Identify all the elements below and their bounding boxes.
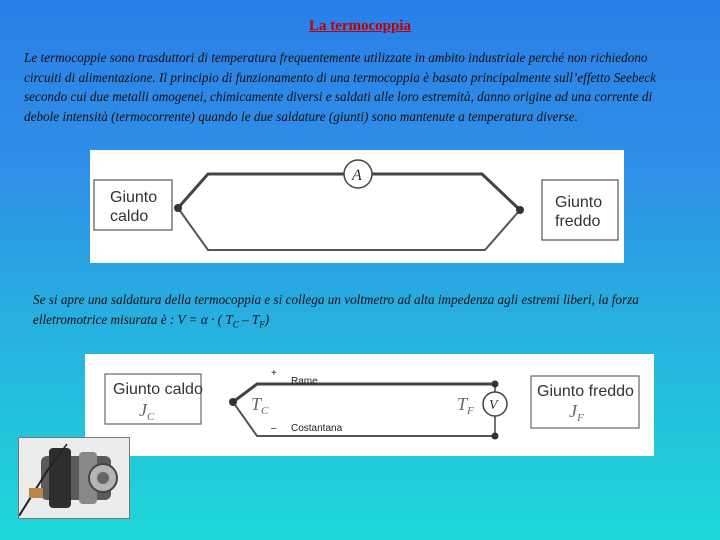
tf-symbol: $T_F$ <box>457 394 474 417</box>
hot-junction-label: Giunto caldo <box>113 381 203 398</box>
voltmeter-paragraph <box>33 290 693 335</box>
ammeter-symbol: A <box>352 167 362 184</box>
wire-top-right <box>372 174 520 210</box>
terminal-bottom <box>492 433 499 440</box>
cold-junction-symbol: $J_F$ <box>569 401 584 424</box>
para2-sub-f: F <box>259 319 265 330</box>
terminal-top <box>492 381 499 388</box>
wire-top-label: Rame <box>291 376 318 387</box>
para2-end: ) <box>264 311 270 327</box>
wire-bottom <box>178 208 520 250</box>
hot-junction-symbol: $J_C$ <box>139 400 155 423</box>
hot-junction-dot <box>229 398 237 406</box>
wire-bottom-label: Costantana <box>291 423 343 434</box>
intro-paragraph: Le termocoppie sono trasduttori di temperatura frequentemente utilizzate in ambito industriale perché non richiedono circuiti di alimentazione. Il principio di funzionamento di una termocoppia è basato principalmente sull’effetto Seebeck secondo cui due metalli omogenei, chimicamente diversi e saldati alle loro estremità, danno origine ad una corrente di debole intensità (termocorrente) quando le due saldature (giunti) sono mantenute a temperatura diverse. <box>24 50 657 124</box>
voltmeter-symbol: V <box>489 398 498 413</box>
thermocouple-photo <box>18 437 130 519</box>
wire-top-left <box>178 174 344 208</box>
para2-text: Se si apre una saldatura della termocoppia e si collega un voltmetro ad alta impedenza agli estremi liberi, la forza elletromotrice misurata è : V = α · ( T <box>33 292 639 327</box>
cold-junction-dot <box>516 206 524 214</box>
para2-sub-c: C <box>232 319 239 330</box>
tc-symbol: $T_C$ <box>251 394 269 417</box>
wire-rame <box>233 384 495 402</box>
plus-sign: + <box>271 368 277 379</box>
hot-junction-label-1: Giunto <box>110 189 158 206</box>
cold-junction-label-2: freddo <box>555 213 601 230</box>
cold-junction-label-1: Giunto <box>555 194 603 211</box>
thermocouple-closed-circuit-diagram <box>90 150 624 263</box>
para2-minus: – T <box>238 311 260 327</box>
minus-sign: – <box>271 423 277 434</box>
thermocouple-open-circuit-diagram <box>85 354 654 456</box>
hot-junction-label-2: caldo <box>110 208 149 225</box>
page-title: La termocoppia <box>308 18 412 34</box>
cold-junction-label: Giunto freddo <box>537 383 634 400</box>
hot-junction-dot <box>174 204 182 212</box>
